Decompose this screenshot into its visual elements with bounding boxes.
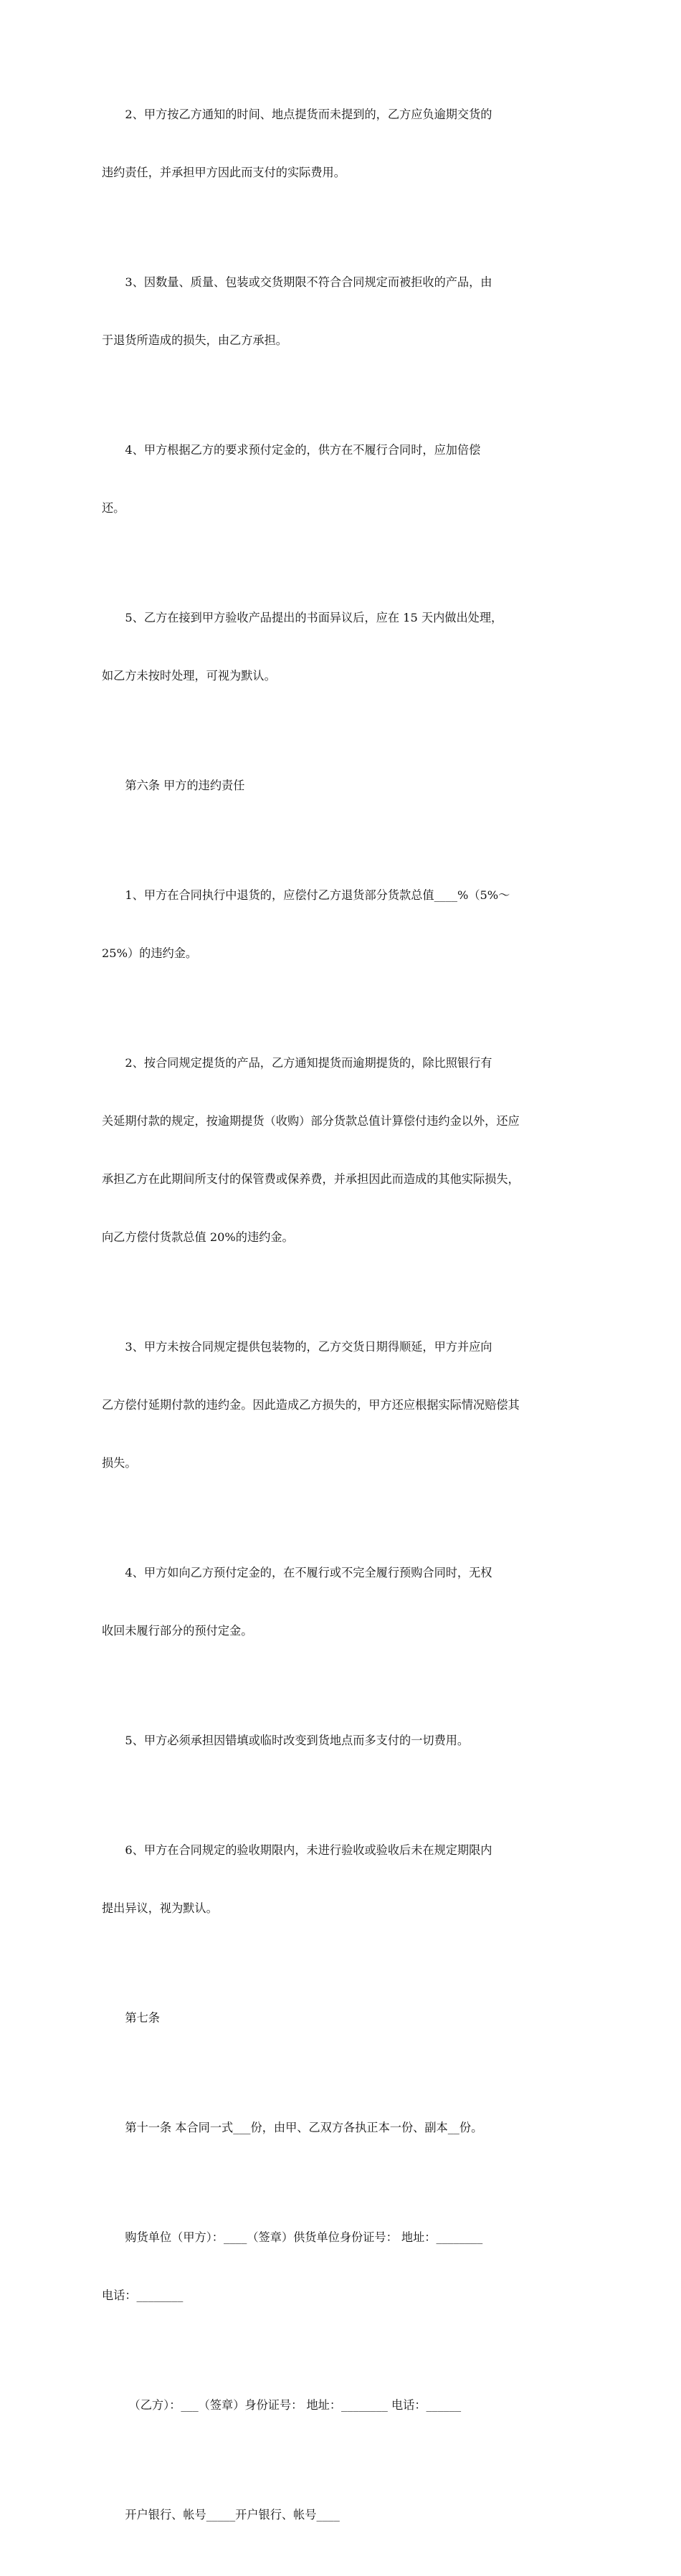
text-line: 5、乙方在接到甲方验收产品提出的书面异议后，应在 15 天内做出处理， bbox=[125, 611, 503, 624]
paragraph bbox=[102, 234, 581, 389]
text-line: 第七条 bbox=[125, 2011, 160, 2025]
text-line: 乙方偿付延期付款的违约金。因此造成乙方损失的，甲方还应根据实际情况赔偿其 bbox=[102, 1398, 520, 1412]
text-line: 4、甲方如向乙方预付定金的，在不履行或不完全履行预购合同时，无权 bbox=[125, 1566, 492, 1579]
section-heading bbox=[102, 1969, 581, 2066]
paragraph bbox=[102, 2079, 581, 2176]
text-line: 承担乙方在此期间所支付的保管费或保养费，并承担因此而造成的其他实际损失， bbox=[102, 1172, 520, 1186]
text-line: 关延期付款的规定，按逾期提货（收购）部分货款总值计算偿付违约金以外，还应 bbox=[102, 1114, 520, 1128]
text-line: 提出异议，视为默认。 bbox=[102, 1901, 218, 1915]
text-line: 1、甲方在合同执行中退货的，应偿付乙方退货部分货款总值____%（5%～ bbox=[125, 888, 510, 902]
paragraph bbox=[102, 1524, 581, 1679]
text-line: 2、甲方按乙方通知的时间、地点提货而未提到的，乙方应负逾期交货的 bbox=[125, 108, 492, 121]
text-line: 损失。 bbox=[102, 1456, 137, 1470]
text-line: 第六条 甲方的违约责任 bbox=[125, 779, 245, 792]
paragraph bbox=[102, 66, 581, 221]
text-line: 开户银行、帐号_____开户银行、帐号____ bbox=[125, 2508, 340, 2522]
text-line: 3、因数量、质量、包装或交货期限不符合合同规定而被拒收的产品，由 bbox=[125, 275, 492, 289]
text-line: 6、甲方在合同规定的验收期限内，未进行验收或验收后未在规定期限内 bbox=[125, 1843, 492, 1857]
text-line: 违约责任，并承担甲方因此而支付的实际费用。 bbox=[102, 166, 346, 179]
text-line: 向乙方偿付货款总值 20%的违约金。 bbox=[102, 1230, 294, 1244]
text-line: 收回未履行部分的预付定金。 bbox=[102, 1624, 253, 1638]
paragraph bbox=[102, 1692, 581, 1789]
text-line: 3、甲方未按合同规定提供包装物的，乙方交货日期得顺延，甲方并应向 bbox=[125, 1340, 492, 1354]
text-line: 电话：________ bbox=[102, 2289, 184, 2302]
paragraph bbox=[102, 1802, 581, 1957]
text-line: 2、按合同规定提货的产品，乙方通知提货而逾期提货的，除比照银行有 bbox=[125, 1056, 492, 1070]
text-line: 4、甲方根据乙方的要求预付定金的，供方在不履行合同时，应加倍偿 bbox=[125, 443, 481, 457]
document-body bbox=[102, 66, 581, 2576]
paragraph bbox=[102, 1298, 581, 1511]
text-line: 5、甲方必须承担因错填或临时改变到货地点而多支付的一切费用。 bbox=[125, 1734, 470, 1747]
text-line: 购货单位（甲方）：____（签章）供货单位身份证号： 地址：________ bbox=[125, 2230, 483, 2244]
paragraph bbox=[102, 401, 581, 556]
text-line: 25%）的违约金。 bbox=[102, 946, 198, 960]
text-line: 于退货所造成的损失，由乙方承担。 bbox=[102, 333, 287, 347]
bank-account-line bbox=[102, 2466, 581, 2563]
paragraph bbox=[102, 1014, 581, 1285]
paragraph bbox=[102, 569, 581, 724]
section-heading bbox=[102, 737, 581, 834]
text-line: 还。 bbox=[102, 501, 125, 515]
paragraph bbox=[102, 847, 581, 1002]
text-line: （乙方）：___（签章）身份证号： 地址：________ 电话：______ bbox=[125, 2398, 462, 2412]
signature-block-party-a bbox=[102, 2189, 581, 2344]
text-line: 如乙方未按时处理，可视为默认。 bbox=[102, 669, 276, 683]
signature-block-party-b bbox=[102, 2357, 581, 2453]
text-line: 第十一条 本合同一式___份，由甲、乙双方各执正本一份、副本__份。 bbox=[125, 2121, 483, 2134]
